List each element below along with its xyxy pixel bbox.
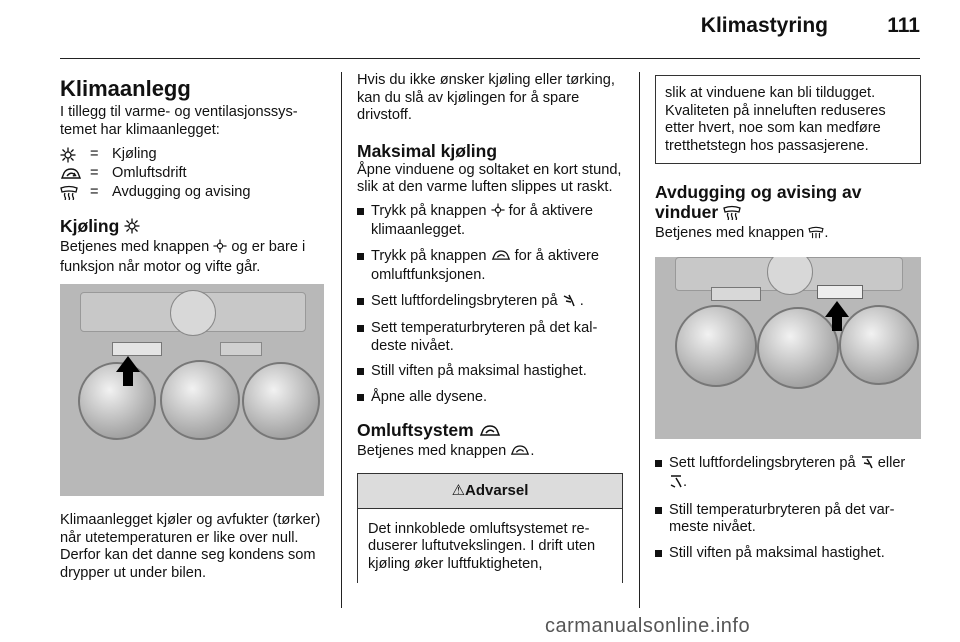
legend-row-recirculation: [60, 164, 324, 183]
header-title: Klimastyring: [700, 14, 828, 37]
button-row: [817, 285, 863, 299]
arrow-pointer-stem: [832, 317, 842, 331]
legend: [60, 145, 324, 202]
warning-box: [357, 473, 623, 584]
windscreen-vent-icon: [860, 455, 874, 475]
max-cooling-steps: [357, 203, 623, 407]
header-rule: [60, 58, 920, 59]
defrost-icon: [60, 185, 90, 200]
bottom-text: Klimaanlegget kjøler og avfukter (tørker) når utetemperaturen er like over null. Derfor kan det danne seg kondens som drypper ut under bilen.: [60, 512, 321, 581]
button-row: [711, 287, 761, 301]
recirculation-text: Betjenes med knappen .: [357, 443, 623, 463]
button-row: [112, 342, 162, 356]
list-item: Trykk på knappen for å aktivere omluftfunksjonen.: [357, 248, 623, 285]
legend-label: Kjøling: [112, 145, 157, 162]
list-item: Still viften på maksimal hastighet.: [655, 545, 921, 563]
button-row: [220, 342, 262, 356]
column-divider-1: [341, 72, 342, 608]
snowflake-icon: [213, 239, 227, 259]
temperature-dial: [757, 307, 839, 389]
cooling-text-part-1: Betjenes med knappen: [60, 239, 210, 255]
air-distribution-dial: [675, 305, 757, 387]
recirculation-icon: [60, 167, 90, 181]
vent-knob: [170, 290, 216, 336]
air-distribution-dial: [78, 362, 156, 440]
watermark: carmanualsonline.info: [545, 615, 751, 637]
cooling-text: [60, 239, 324, 276]
list-item: Åpne alle dysene.: [357, 389, 623, 407]
recirculation-icon: [510, 444, 530, 463]
face-vent-icon: [562, 293, 576, 313]
defrost-text: Betjenes med knappen .: [655, 225, 921, 245]
intro-text: I tillegg til varme- og ventilasjonssystemet har klimaanlegget:: [60, 104, 298, 138]
max-cooling-text: Åpne vinduene og soltaket en kort stund, slik at den varme luften slippes ut raskt.: [357, 161, 622, 195]
warning-title: Advarsel: [465, 481, 529, 499]
legend-equals: =: [90, 183, 99, 200]
section-title-omluftsystem: Omluftsystem: [357, 420, 623, 442]
legend-label: Omluftsdrift: [112, 164, 187, 181]
column-3: [655, 72, 921, 570]
page-number: 111: [887, 14, 920, 37]
defrost-steps: [655, 455, 921, 563]
intro-text: Hvis du ikke ønsker kjøling eller tørking, kan du slå av kjølingen for å spare drivstoff.: [357, 72, 615, 123]
legend-equals: =: [90, 164, 99, 181]
list-item: Trykk på knappen for å aktivere klimaanlegget.: [357, 203, 623, 240]
column-1: [60, 72, 324, 588]
legend-row-cooling: [60, 145, 324, 164]
fan-speed-dial: [242, 362, 320, 440]
section-title-klimaanlegg: Klimaanlegg: [60, 76, 191, 101]
warning-icon: ⚠: [451, 481, 466, 499]
windscreen-floor-vent-icon: [669, 474, 683, 494]
list-item: Sett temperaturbryteren på det kaldeste nivået.: [357, 320, 623, 355]
legend-label: Avdugging og avising: [112, 183, 251, 200]
arrow-pointer-stem: [123, 372, 133, 386]
snowflake-icon: [124, 218, 140, 238]
list-item: Sett luftfordelingsbryteren på .: [357, 293, 623, 313]
list-item: Still temperaturbryteren på det varmeste nivået.: [655, 502, 921, 537]
list-item: Still viften på maksimal hastighet.: [357, 363, 623, 381]
legend-equals: =: [90, 145, 99, 162]
snowflake-icon: [60, 147, 90, 163]
section-title-kjoling: [60, 216, 324, 238]
cooling-title-text: Kjøling: [60, 216, 120, 236]
climate-panel-photo-cooling: [60, 284, 324, 496]
climate-panel-photo-defrost: [655, 257, 921, 439]
arrow-pointer: [825, 301, 849, 317]
list-item: Sett luftfordelingsbryteren på eller .: [655, 455, 921, 494]
defrost-icon: [808, 226, 824, 245]
cooling-text-part-2: og er bare i funksjon når motor og vifte går.: [60, 239, 306, 275]
defrost-icon: [723, 204, 741, 224]
snowflake-icon: [491, 203, 505, 223]
recirculation-icon: [479, 422, 501, 442]
recirculation-icon: [491, 249, 511, 268]
temperature-dial: [160, 360, 240, 440]
column-divider-2: [639, 72, 640, 608]
section-title-maksimal-kjoling: Maksimal kjøling: [357, 140, 498, 161]
warning-body: Det innkoblede omluftsystemet reduserer luftutvekslingen. I drift uten kjøling øker luftfuktigheten,: [368, 520, 596, 572]
fan-speed-dial: [839, 305, 919, 385]
column-2: [357, 72, 623, 583]
warning-continuation-box: slik at vinduene kan bli tildugget. Kvaliteten på inneluften reduseres etter hvert, noe som kan medføre tretthetstegn hos passasjerene.: [655, 75, 921, 164]
arrow-pointer: [116, 356, 140, 372]
section-title-avdugging: Avdugging og avising av vinduer: [655, 182, 862, 222]
warning-header: [358, 474, 622, 509]
legend-row-defrost: [60, 183, 324, 202]
